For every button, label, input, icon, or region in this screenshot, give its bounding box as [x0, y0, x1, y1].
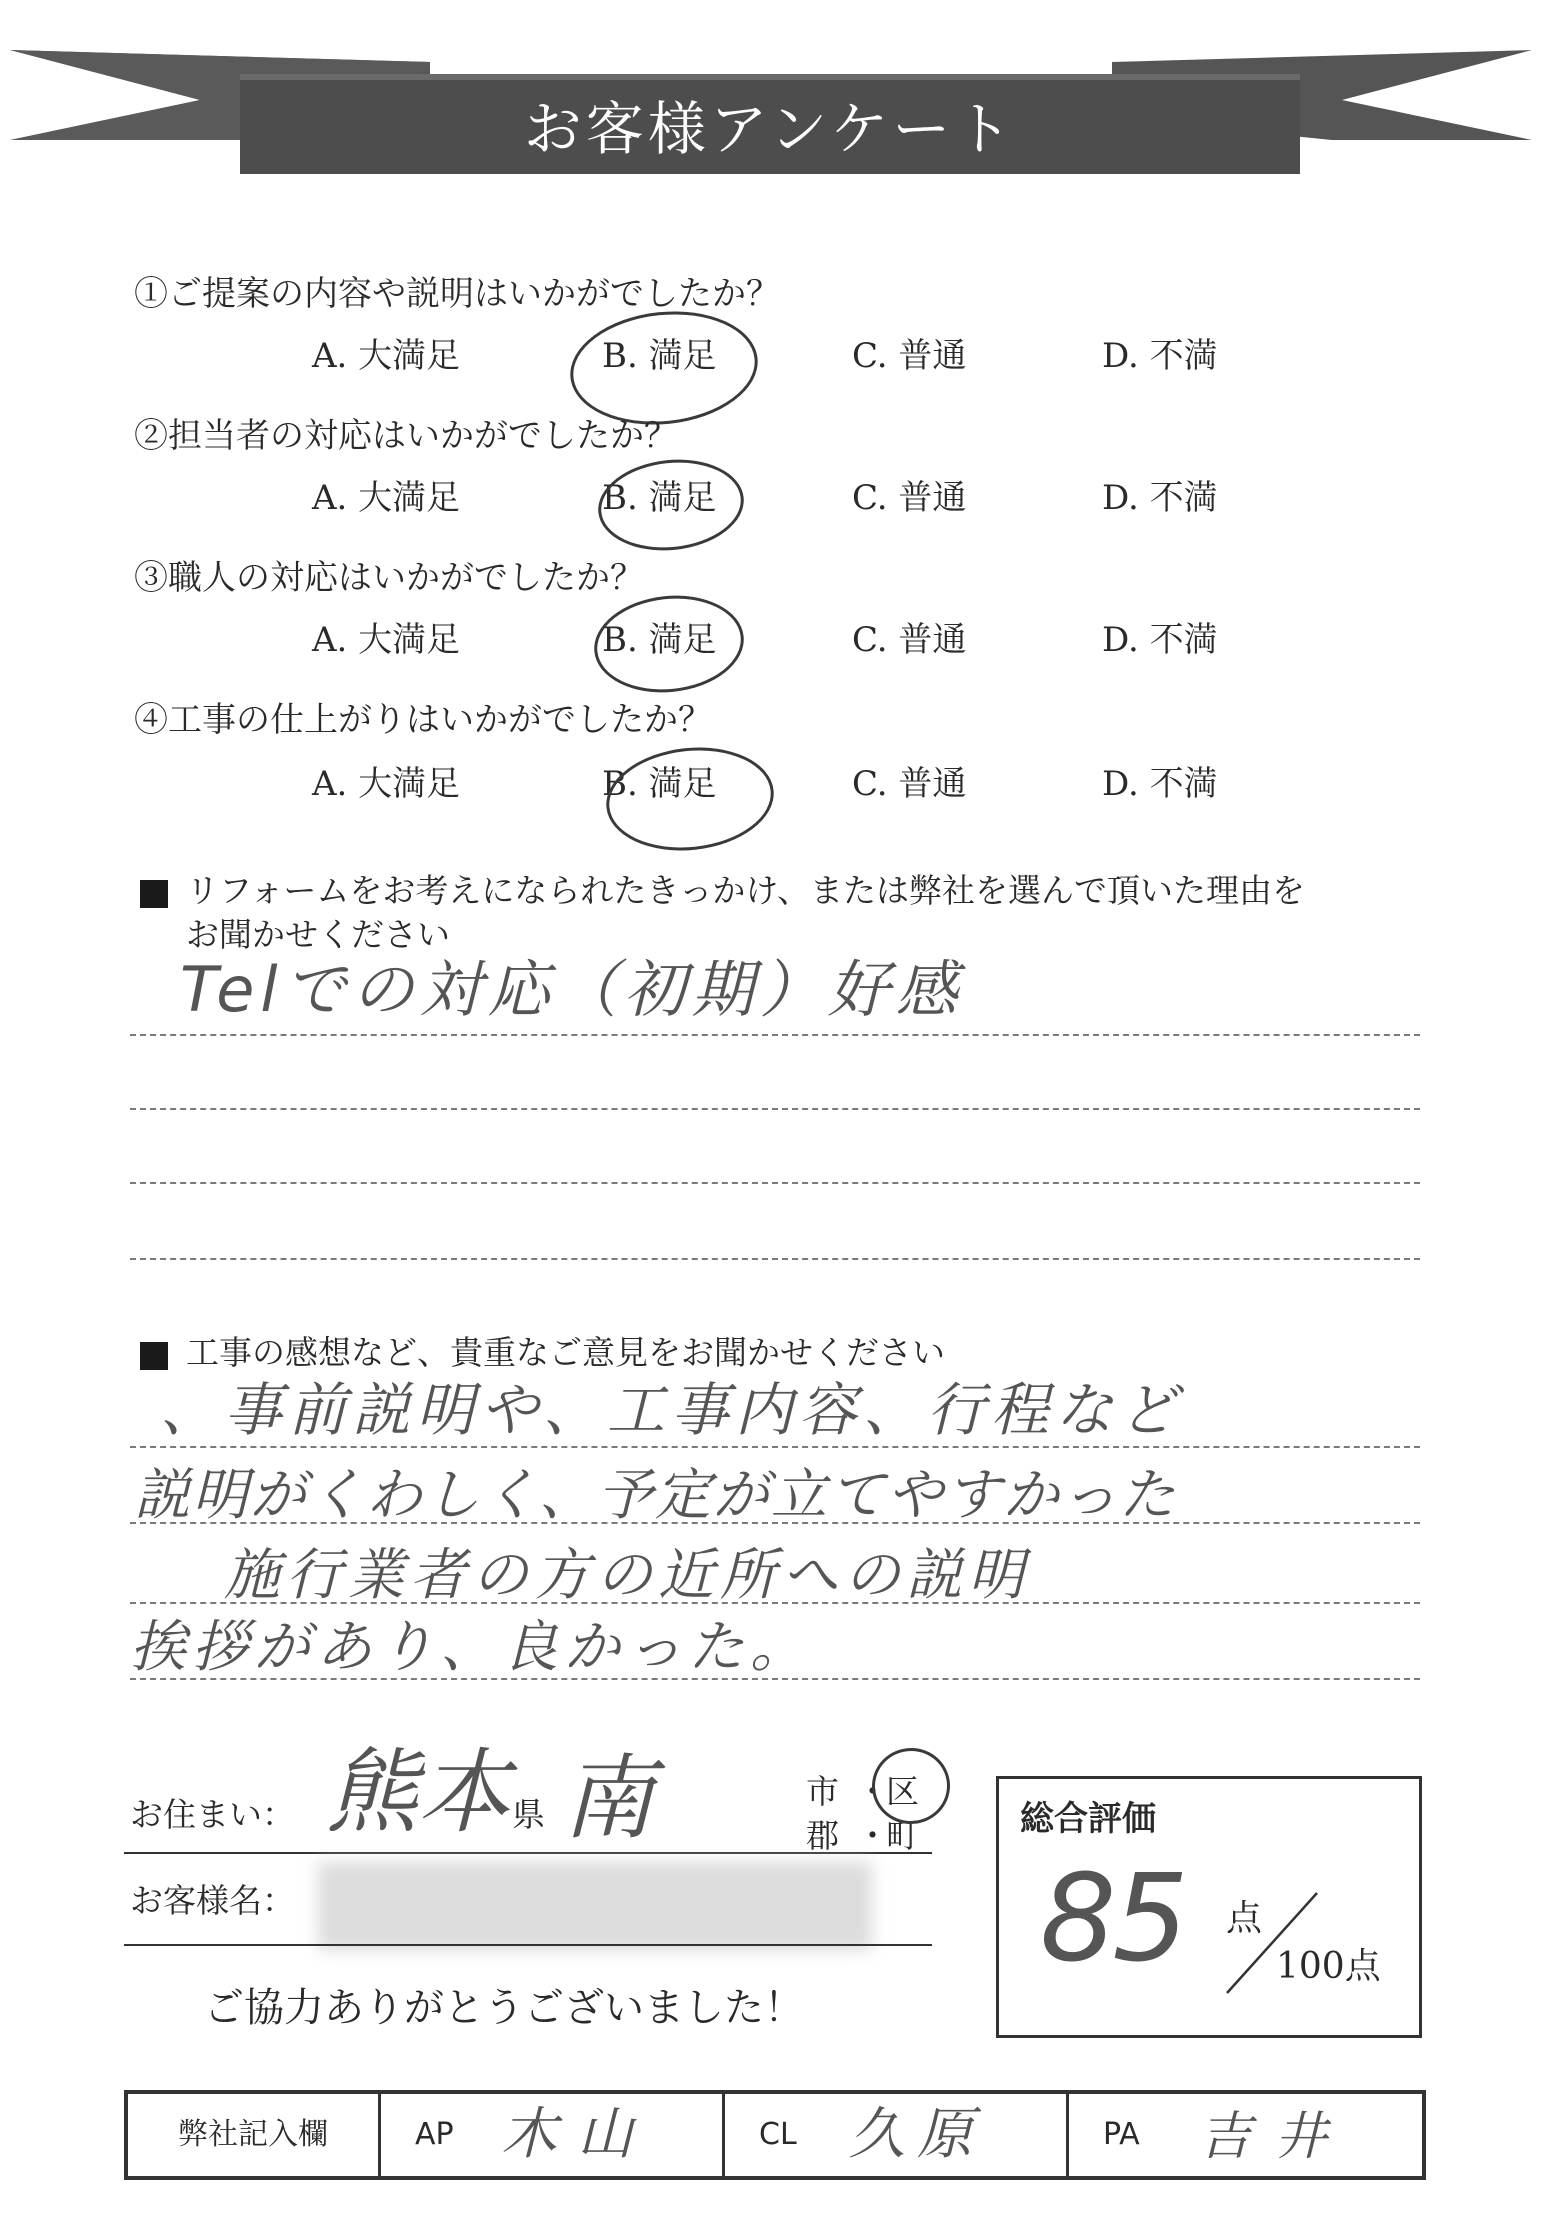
address-city[interactable]: 南: [562, 1745, 655, 1852]
q2-option-b[interactable]: B. 満足: [602, 478, 717, 518]
office-ap-value[interactable]: 木山: [501, 2102, 653, 2167]
customer-name-underline: [124, 1944, 932, 1946]
address-prefecture-suffix: 県: [512, 1795, 545, 1834]
office-cl-cell: [722, 2094, 1069, 2176]
q3-option-a[interactable]: A. 大満足: [312, 620, 461, 660]
office-pa-cell: [1066, 2094, 1417, 2176]
reason-title-line1: リフォームをお考えになられたきっかけ、または弊社を選んで頂いた理由を: [186, 871, 1306, 910]
q2-option-a[interactable]: A. 大満足: [312, 478, 461, 518]
q1-option-c[interactable]: C. 普通: [852, 336, 967, 376]
office-cl-value[interactable]: 久原: [849, 2102, 985, 2167]
address-town-suffix: 町: [886, 1816, 919, 1855]
impression-line-rule-4: [130, 1678, 1420, 1680]
office-pa-value[interactable]: 吉井: [1199, 2107, 1352, 2167]
q1-option-b[interactable]: B. 満足: [602, 336, 717, 376]
impression-line-1[interactable]: 、事前説明や、工事内容、行程など: [160, 1376, 1183, 1444]
address-separator-1: ・: [856, 1772, 889, 1811]
q3-option-b[interactable]: B. 満足: [602, 620, 717, 660]
question-1-text: ①ご提案の内容や説明はいかがでしたか？: [134, 274, 780, 314]
score-value[interactable]: 85: [1040, 1850, 1185, 1989]
office-ap-cell: [378, 2094, 725, 2176]
question-3-text: ③職人の対応はいかがでしたか？: [134, 558, 644, 598]
address-city-suffix: 市: [806, 1772, 839, 1811]
impression-line-4[interactable]: 挨拶があり、良かった。: [130, 1615, 812, 1680]
address-underline: [124, 1852, 932, 1854]
reason-line-1: [130, 1034, 1420, 1036]
office-pa-label: PA: [1103, 2117, 1140, 2152]
office-use-table: [124, 2090, 1426, 2180]
q2-option-d[interactable]: D. 不満: [1102, 478, 1218, 518]
address-label: お住まい：: [130, 1795, 295, 1834]
office-label: 弊社記入欄: [178, 2117, 328, 2152]
office-cl-label: CL: [759, 2117, 797, 2152]
q4-option-c[interactable]: C. 普通: [852, 764, 967, 804]
address-separator-2: ・: [856, 1816, 889, 1855]
score-max: 100点: [1276, 1946, 1381, 1987]
question-2-text: ②担当者の対応はいかがでしたか？: [134, 416, 678, 456]
q1-option-d[interactable]: D. 不満: [1102, 336, 1218, 376]
thanks-message: ご協力ありがとうございました！: [204, 1985, 804, 2031]
office-ap-label: AP: [415, 2117, 454, 2152]
address-ward-suffix: 区: [886, 1772, 919, 1811]
impression-line-2[interactable]: 説明がくわしく、予定が立てやすかった: [134, 1463, 1177, 1528]
address-prefecture[interactable]: 熊本: [326, 1739, 511, 1846]
impression-line-3[interactable]: 施行業者の方の近所への説明: [224, 1543, 1030, 1608]
question-4-text: ④工事の仕上がりはいかがでしたか？: [134, 700, 712, 740]
reason-title-line2: お聞かせください: [186, 915, 450, 954]
impression-line-rule-1: [130, 1446, 1420, 1448]
office-label-cell: [128, 2094, 378, 2176]
reason-bullet-icon: [140, 880, 168, 908]
q1-option-a[interactable]: A. 大満足: [312, 336, 461, 376]
impression-line-rule-3: [130, 1602, 1420, 1604]
impression-bullet-icon: [140, 1342, 168, 1370]
q4-option-b[interactable]: B. 満足: [602, 764, 717, 804]
address-gun-suffix: 郡: [806, 1816, 839, 1855]
reason-line-4: [130, 1258, 1420, 1260]
customer-name-label: お客様名：: [130, 1881, 295, 1920]
q3-option-d[interactable]: D. 不満: [1102, 620, 1218, 660]
impression-title: 工事の感想など、貴重なご意見をお聞かせください: [186, 1333, 945, 1372]
q4-option-a[interactable]: A. 大満足: [312, 764, 461, 804]
q2-option-c[interactable]: C. 普通: [852, 478, 967, 518]
reason-line-3: [130, 1182, 1420, 1184]
reason-line-2: [130, 1108, 1420, 1110]
customer-name-redacted: [318, 1862, 872, 1950]
q4-selection-circle-icon: [601, 739, 779, 858]
q2-selection-circle-icon: [594, 453, 749, 558]
q4-option-d[interactable]: D. 不満: [1102, 764, 1218, 804]
score-unit: 点: [1226, 1898, 1263, 1939]
reason-answer[interactable]: Telでの対応（初期）好感: [180, 953, 964, 1026]
q3-option-c[interactable]: C. 普通: [852, 620, 967, 660]
q3-selection-circle-icon: [589, 588, 748, 699]
score-label: 総合評価: [1020, 1799, 1156, 1839]
impression-line-rule-2: [130, 1522, 1420, 1524]
page-title: お客様アンケート: [523, 95, 1017, 163]
